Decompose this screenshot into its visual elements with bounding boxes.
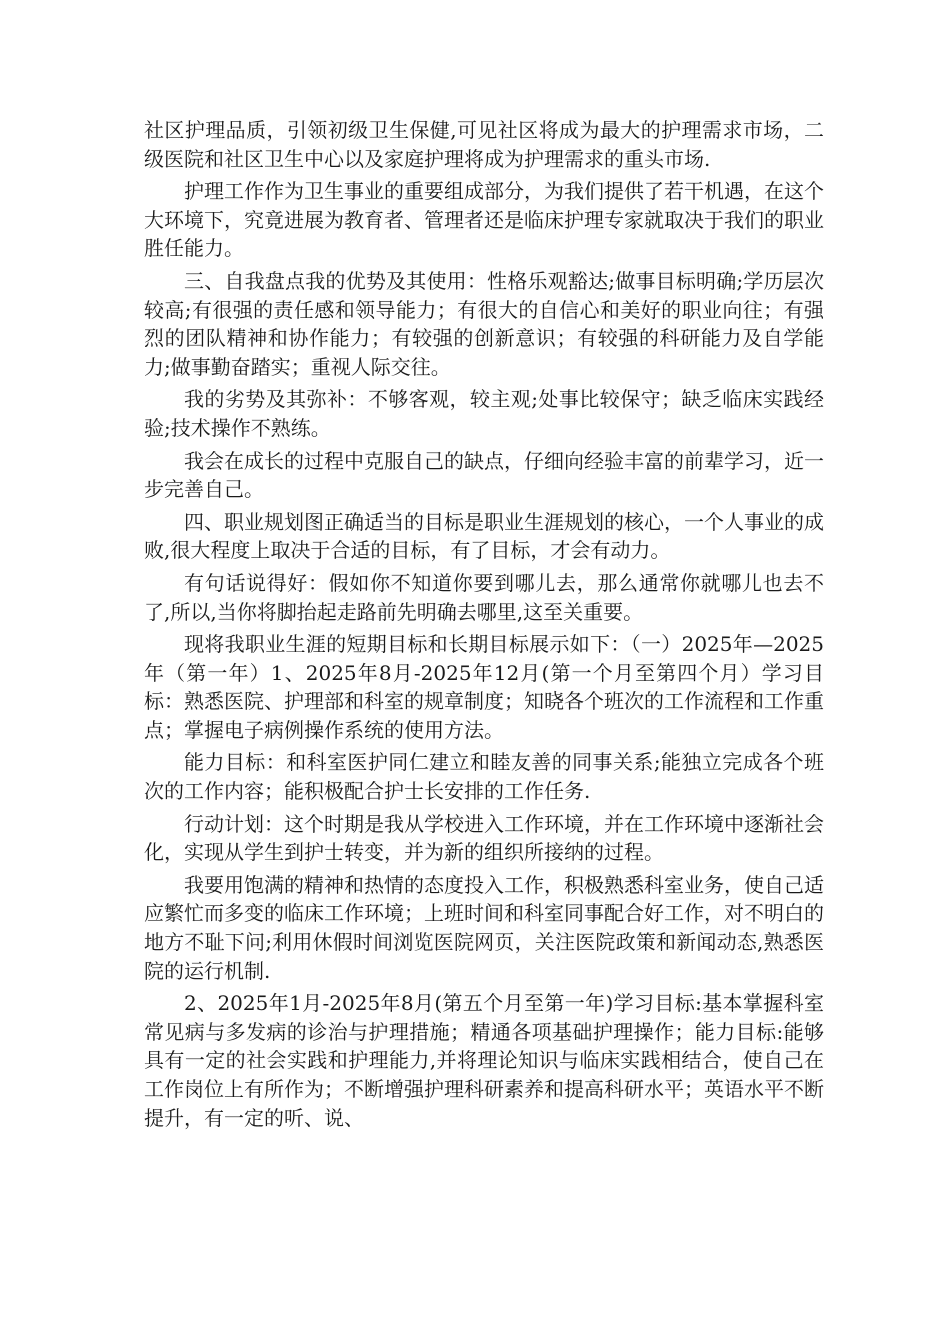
- paragraph-1: 社区护理品质，引领初级卫生保健,可见社区将成为最大的护理需求市场，二级医院和社区卫生中心以及家庭护理将成为护理需求的重头市场.: [144, 118, 824, 171]
- paragraph-8: 现将我职业生涯的短期目标和长期目标展示如下：（一）2025年—2025年（第一年）1、2025年8月-2025年12月(第一个月至第四个月）学习目标：熟悉医院、护理部和科室的规章制度；知晓各个班次的工作流程和工作重点；掌握电子病例操作系统的使用方法。: [144, 632, 824, 742]
- paragraph-4: 我的劣势及其弥补：不够客观，较主观;处事比较保守；缺乏临床实践经验;技术操作不熟练。: [144, 387, 824, 440]
- paragraph-9: 能力目标：和科室医护同仁建立和睦友善的同事关系;能独立完成各个班次的工作内容；能积极配合护士长安排的工作任务.: [144, 750, 824, 804]
- paragraph-7: 有句话说得好：假如你不知道你要到哪儿去，那么通常你就哪儿也去不了,所以,当你将脚抬起走路前先明确去哪里,这至关重要。: [144, 570, 824, 624]
- paragraph-6: 四、职业规划图正确适当的目标是职业生涯规划的核心，一个人事业的成败,很大程度上取决于合适的目标，有了目标，才会有动力。: [144, 509, 824, 563]
- paragraph-2: 护理工作作为卫生事业的重要组成部分，为我们提供了若干机遇，在这个大环境下，究竟进展为教育者、管理者还是临床护理专家就取决于我们的职业胜任能力。: [144, 179, 824, 261]
- document-body: [144, 116, 824, 1136]
- paragraph-5: 我会在成长的过程中克服自己的缺点，仔细向经验丰富的前辈学习，近一步完善自己。: [144, 448, 824, 502]
- paragraph-3: 三、自我盘点我的优势及其使用：性格乐观豁达;做事目标明确;学历层次较高;有很强的责任感和领导能力；有很大的自信心和美好的职业向往；有强烈的团队精神和协作能力；有较强的创新意识；有较强的科研能力及自学能力;做事勤奋踏实；重视人际交往。: [144, 268, 824, 379]
- paragraph-11: 我要用饱满的精神和热情的态度投入工作，积极熟悉科室业务，使自己适应繁忙而多变的临床工作环境；上班时间和科室同事配合好工作，对不明白的地方不耻下问;利用休假时间浏览医院网页，关注医院政策和新闻动态,熟悉医院的运行机制.: [144, 872, 824, 983]
- paragraph-12: 2、2025年1月-2025年8月(第五个月至第一年)学习目标:基本掌握科室常见病与多发病的诊治与护理措施；精通各项基础护理操作；能力目标:能够具有一定的社会实践和护理能力,并将理论知识与临床实践相结合，使自己在工作岗位上有所作为；不断增强护理科研素养和提高科研水平；英语水平不断提升，有一定的听、说、: [144, 991, 824, 1130]
- paragraph-10: 行动计划：这个时期是我从学校进入工作环境，并在工作环境中逐渐社会化，实现从学生到护士转变，并为新的组织所接纳的过程。: [144, 811, 824, 865]
